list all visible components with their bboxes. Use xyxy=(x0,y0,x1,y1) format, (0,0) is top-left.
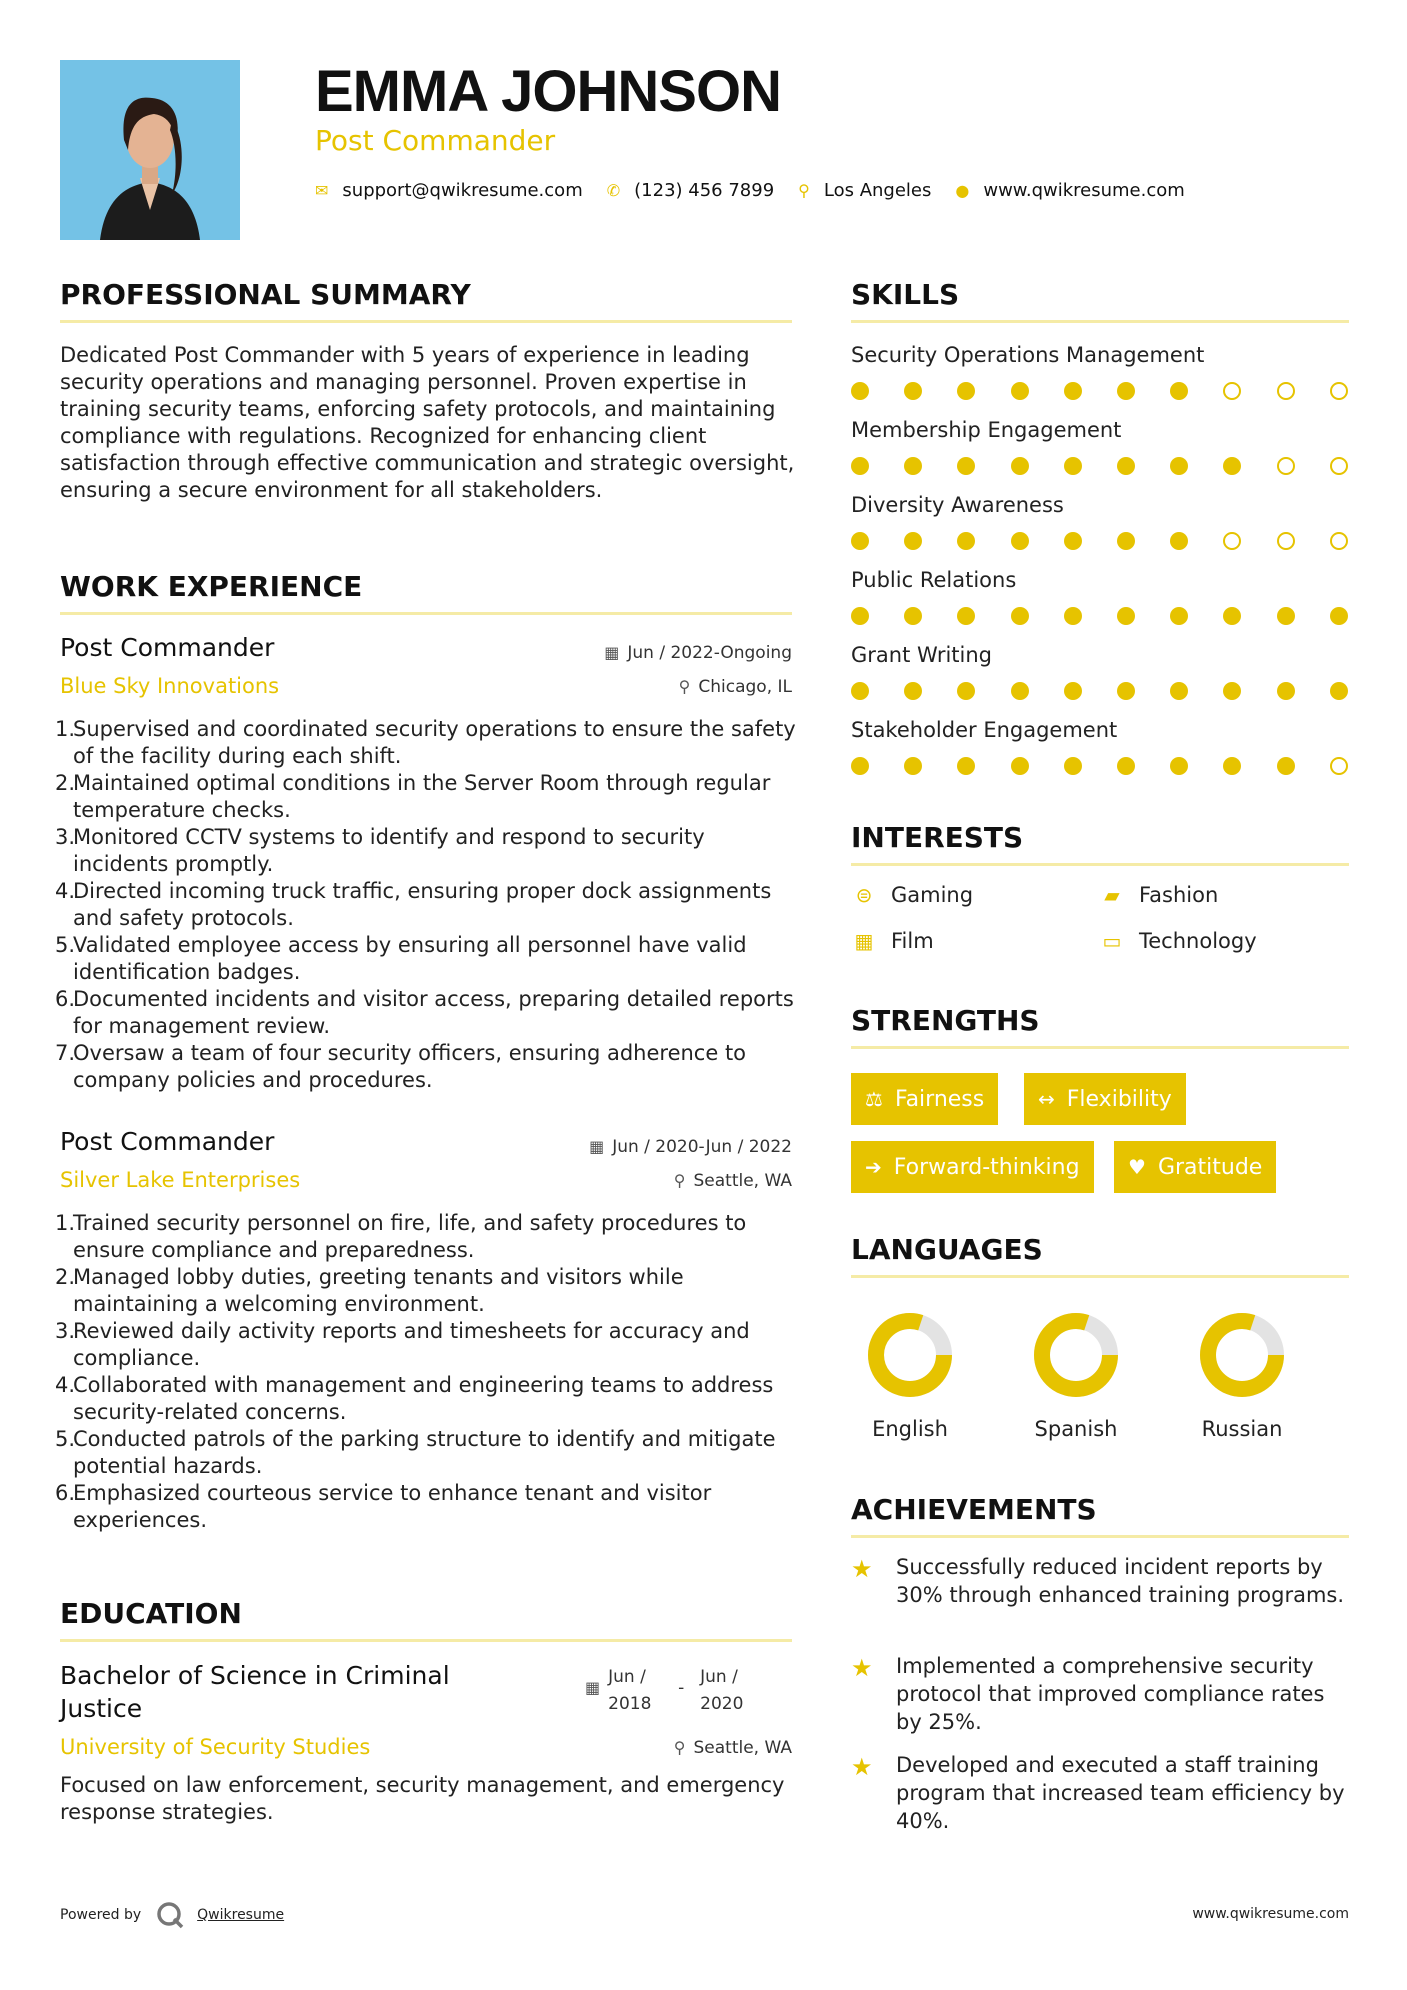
job-date xyxy=(589,1137,792,1157)
skill-dot-filled xyxy=(1064,757,1082,775)
interest-label: Technology xyxy=(1139,929,1257,953)
skill-dot-filled xyxy=(904,757,922,775)
school-name: University of Security Studies xyxy=(60,1735,371,1759)
strength-label: Forward-thinking xyxy=(893,1154,1080,1180)
profile-photo xyxy=(60,60,240,240)
skill-dot-filled xyxy=(957,457,975,475)
bullet-text: Monitored CCTV systems to identify and respond to security incidents promptly. xyxy=(73,825,705,876)
skill-dot-empty xyxy=(1223,532,1241,550)
achievement-text: Developed and executed a staff training program that increased team efficiency by 40%. xyxy=(896,1753,1345,1833)
job-location xyxy=(679,677,792,697)
location-text: Los Angeles xyxy=(823,180,932,201)
skill-dot-filled xyxy=(957,382,975,400)
language-proficiency-ring xyxy=(864,1309,956,1401)
skill-dot-filled xyxy=(1170,382,1188,400)
language-proficiency-ring xyxy=(1196,1309,1288,1401)
skill-name: Security Operations Management xyxy=(851,343,1205,367)
education-date-end: Jun / 2020 xyxy=(700,1667,744,1714)
skill-name: Diversity Awareness xyxy=(851,493,1064,517)
candidate-title: Post Commander xyxy=(315,124,556,157)
language-name: Spanish xyxy=(1034,1417,1118,1441)
languages-heading: LANGUAGES xyxy=(851,1233,1043,1266)
skill-dot-filled xyxy=(851,757,869,775)
list-item: 2. Managed lobby duties, greeting tenants and visitors while maintaining a welcoming environment. xyxy=(55,1265,684,1316)
education-date-separator: - xyxy=(678,1678,685,1698)
skill-dot-filled xyxy=(851,607,869,625)
degree-title: Bachelor of Science in Criminal Justice xyxy=(60,1661,450,1723)
job-location-text: Chicago, IL xyxy=(698,677,792,697)
calendar-icon: ▦ xyxy=(589,1137,605,1156)
education-divider xyxy=(60,1639,792,1642)
skill-dot-filled xyxy=(1117,682,1135,700)
bullet-text: Documented incidents and visitor access, preparing detailed reports for management review. xyxy=(73,987,794,1038)
email-text: support@qwikresume.com xyxy=(342,180,583,201)
globe-icon: ● xyxy=(955,181,970,200)
skill-dot-filled xyxy=(1011,532,1029,550)
contact-email[interactable] xyxy=(315,180,583,201)
heart-icon: ♥ xyxy=(1128,1155,1146,1179)
skill-dot-filled xyxy=(904,457,922,475)
work-divider xyxy=(60,612,792,615)
interest-label: Fashion xyxy=(1139,883,1219,907)
skill-dot-filled xyxy=(1330,607,1348,625)
strength-label: Gratitude xyxy=(1157,1154,1263,1180)
qwikresume-logo-icon xyxy=(155,1900,185,1930)
powered-by-text: Powered by xyxy=(60,1907,142,1923)
bullet-text: Directed incoming truck traffic, ensuring proper dock assignments and safety protocols. xyxy=(73,879,772,930)
skill-dot-filled xyxy=(1011,682,1029,700)
list-item: 4. Directed incoming truck traffic, ensuring proper dock assignments and safety protocols. xyxy=(55,879,772,930)
job-date-text: Jun / 2022-Ongoing xyxy=(627,643,792,663)
list-item: 5. Conducted patrols of the parking structure to identify and mitigate potential hazards. xyxy=(55,1427,776,1478)
skill-dot-filled xyxy=(1170,682,1188,700)
language-name: English xyxy=(872,1417,948,1441)
phone-icon: ✆ xyxy=(606,181,621,200)
list-item: 3. Monitored CCTV systems to identify and respond to security incidents promptly. xyxy=(55,825,705,876)
pin-icon: ⚲ xyxy=(678,677,691,696)
education-description: Focused on law enforcement, security management, and emergency response strategies. xyxy=(60,1773,785,1824)
qwikresume-link[interactable]: Qwikresume xyxy=(197,1907,285,1923)
skill-dot-filled xyxy=(1330,682,1348,700)
job-bullets xyxy=(55,716,800,1094)
summary-text: Dedicated Post Commander with 5 years of experience in leading security operations and managing personnel. Proven expertise in training security teams, enforcing safety protocols, and maintaining compliance with regulations. Recognized for enhancing client satisfaction through effective communication and strategic oversight, ensuring a secure environment for all stakeholders. xyxy=(60,343,795,502)
list-item: 3. Reviewed daily activity reports and timesheets for accuracy and compliance. xyxy=(55,1319,750,1370)
job-title: Post Commander xyxy=(60,1127,275,1156)
skill-dot-filled xyxy=(1223,607,1241,625)
achievement-text: Implemented a comprehensive security protocol that improved compliance rates by 25%. xyxy=(896,1654,1325,1734)
skill-dot-empty xyxy=(1330,532,1348,550)
skill-dot-filled xyxy=(1011,382,1029,400)
skill-dot-empty xyxy=(1330,757,1348,775)
list-item: 7. Oversaw a team of four security officers, ensuring adherence to company policies and procedures. xyxy=(55,1041,747,1092)
skill-dot-empty xyxy=(1223,382,1241,400)
education-date xyxy=(585,1664,770,1718)
skill-dot-filled xyxy=(1277,682,1295,700)
calendar-icon: ▦ xyxy=(604,643,620,662)
skill-dot-filled xyxy=(1117,607,1135,625)
skill-dot-filled xyxy=(1170,457,1188,475)
gamepad-icon: ⊜ xyxy=(855,883,873,907)
bullet-text: Conducted patrols of the parking structure to identify and mitigate potential hazards. xyxy=(73,1427,776,1478)
skill-dot-filled xyxy=(904,382,922,400)
interest-label: Film xyxy=(891,929,934,953)
strength-tag-flexibility xyxy=(1024,1073,1186,1125)
job-date xyxy=(604,643,792,663)
achievement-text: Successfully reduced incident reports by 30% through enhanced training programs. xyxy=(896,1555,1345,1607)
strength-label: Flexibility xyxy=(1066,1086,1172,1112)
skill-dot-filled xyxy=(957,757,975,775)
calendar-icon: ▦ xyxy=(585,1678,601,1697)
skill-dot-filled xyxy=(851,682,869,700)
skill-name: Membership Engagement xyxy=(851,418,1122,442)
website-text: www.qwikresume.com xyxy=(983,180,1185,201)
balance-scale-icon: ⚖ xyxy=(865,1087,883,1111)
bullet-text: Trained security personnel on fire, life, and safety procedures to ensure compliance and preparedness. xyxy=(73,1211,747,1262)
skill-rating xyxy=(851,457,1349,477)
skill-dot-filled xyxy=(1277,607,1295,625)
skill-dot-empty xyxy=(1330,382,1348,400)
laptop-icon: ▭ xyxy=(1102,929,1122,953)
list-item: 5. Validated employee access by ensuring all personnel have valid identification badges. xyxy=(55,933,747,984)
list-item: 1. Supervised and coordinated security operations to ensure the safety of the facility during each shift. xyxy=(55,717,796,768)
interest-item-film xyxy=(851,929,934,953)
skill-dot-filled xyxy=(904,532,922,550)
skill-rating xyxy=(851,532,1349,552)
skill-dot-filled xyxy=(957,682,975,700)
skill-dot-empty xyxy=(1277,457,1295,475)
star-icon: ★ xyxy=(851,1555,873,1583)
star-icon: ★ xyxy=(851,1753,873,1781)
strengths-heading: STRENGTHS xyxy=(851,1004,1040,1037)
skill-dot-filled xyxy=(1064,382,1082,400)
skill-dot-filled xyxy=(851,382,869,400)
skill-dot-filled xyxy=(904,607,922,625)
skill-dot-filled xyxy=(904,682,922,700)
skills-divider xyxy=(851,320,1349,323)
skill-name: Stakeholder Engagement xyxy=(851,718,1118,742)
interest-label: Gaming xyxy=(891,883,974,907)
phone-text: (123) 456 7899 xyxy=(634,180,775,201)
skill-dot-filled xyxy=(957,532,975,550)
list-item: 6. Emphasized courteous service to enhance tenant and visitor experiences. xyxy=(55,1481,712,1532)
strength-tag-fairness xyxy=(851,1073,998,1125)
education-location-text: Seattle, WA xyxy=(693,1738,792,1758)
achievements-divider xyxy=(851,1535,1349,1538)
list-item: 6. Documented incidents and visitor access, preparing detailed reports for management review. xyxy=(55,987,794,1038)
job-location xyxy=(674,1171,792,1191)
skill-dot-filled xyxy=(1117,757,1135,775)
education-location xyxy=(674,1738,792,1758)
interests-divider xyxy=(851,863,1349,866)
contact-phone[interactable] xyxy=(607,180,774,201)
bullet-text: Emphasized courteous service to enhance tenant and visitor experiences. xyxy=(73,1481,712,1532)
education-heading: EDUCATION xyxy=(60,1597,242,1630)
skill-dot-filled xyxy=(1064,607,1082,625)
company-name: Blue Sky Innovations xyxy=(60,674,280,698)
job-location-text: Seattle, WA xyxy=(693,1171,792,1191)
achievements-heading: ACHIEVEMENTS xyxy=(851,1493,1097,1526)
interest-item-technology xyxy=(1099,929,1257,953)
skill-dot-empty xyxy=(1330,457,1348,475)
skill-dot-filled xyxy=(1064,682,1082,700)
skill-name: Public Relations xyxy=(851,568,1017,592)
skills-heading: SKILLS xyxy=(851,278,960,311)
skill-dot-filled xyxy=(851,457,869,475)
skill-dot-filled xyxy=(1117,457,1135,475)
job-bullets xyxy=(55,1210,800,1534)
contact-bar xyxy=(315,180,1209,201)
contact-website[interactable] xyxy=(955,180,1184,201)
skill-dot-filled xyxy=(1011,457,1029,475)
bullet-text: Maintained optimal conditions in the Server Room through regular temperature checks. xyxy=(73,771,771,822)
education-date-start: Jun / 2018 xyxy=(608,1667,652,1714)
languages-divider xyxy=(851,1275,1349,1278)
skill-dot-filled xyxy=(1223,682,1241,700)
arrows-horizontal-icon: ↔ xyxy=(1038,1087,1055,1111)
envelope-icon: ✉ xyxy=(315,181,329,200)
star-icon: ★ xyxy=(851,1654,873,1682)
shopping-bag-icon: ▰ xyxy=(1104,883,1120,907)
company-name: Silver Lake Enterprises xyxy=(60,1168,301,1192)
bullet-text: Collaborated with management and engineering teams to address security-related concerns. xyxy=(73,1373,774,1424)
skill-dot-filled xyxy=(851,532,869,550)
profile-photo-illustration xyxy=(60,60,240,240)
skill-dot-filled xyxy=(1117,532,1135,550)
skill-dot-filled xyxy=(1277,757,1295,775)
strength-tag-gratitude xyxy=(1114,1141,1276,1193)
summary-heading: PROFESSIONAL SUMMARY xyxy=(60,278,471,311)
footer-powered-by xyxy=(60,1900,284,1930)
skill-name: Grant Writing xyxy=(851,643,992,667)
interests-heading: INTERESTS xyxy=(851,821,1024,854)
strength-tag-forward-thinking xyxy=(851,1141,1094,1193)
work-heading: WORK EXPERIENCE xyxy=(60,570,363,603)
skill-dot-filled xyxy=(1170,532,1188,550)
interest-item-gaming xyxy=(851,883,973,907)
bullet-text: Reviewed daily activity reports and timesheets for accuracy and compliance. xyxy=(73,1319,750,1370)
skill-rating xyxy=(851,607,1349,627)
skill-dot-filled xyxy=(1117,382,1135,400)
candidate-name: EMMA JOHNSON xyxy=(315,59,781,124)
summary-divider xyxy=(60,320,792,323)
job-date-text: Jun / 2020-Jun / 2022 xyxy=(612,1137,792,1157)
bullet-text: Oversaw a team of four security officers, ensuring adherence to company policies and procedures. xyxy=(73,1041,747,1092)
bullet-text: Validated employee access by ensuring all personnel have valid identification badges. xyxy=(73,933,747,984)
contact-location xyxy=(798,180,931,201)
skill-dot-filled xyxy=(1011,607,1029,625)
language-name: Russian xyxy=(1201,1417,1283,1441)
skill-dot-filled xyxy=(1064,532,1082,550)
skill-dot-empty xyxy=(1277,532,1295,550)
skill-dot-filled xyxy=(957,607,975,625)
skill-rating xyxy=(851,382,1349,402)
list-item: 4. Collaborated with management and engineering teams to address security-related concerns. xyxy=(55,1373,774,1424)
language-proficiency-ring xyxy=(1030,1309,1122,1401)
list-item: 1. Trained security personnel on fire, life, and safety procedures to ensure compliance and preparedness. xyxy=(55,1211,747,1262)
pin-icon: ⚲ xyxy=(673,1738,686,1757)
arrow-right-icon: ➔ xyxy=(865,1155,882,1179)
strengths-divider xyxy=(851,1046,1349,1049)
bullet-text: Supervised and coordinated security operations to ensure the safety of the facility during each shift. xyxy=(73,717,796,768)
map-marker-icon: ⚲ xyxy=(798,181,810,200)
skill-dot-filled xyxy=(1170,757,1188,775)
footer-website[interactable]: www.qwikresume.com xyxy=(1192,1906,1349,1922)
skill-dot-filled xyxy=(1011,757,1029,775)
skill-dot-filled xyxy=(1223,457,1241,475)
skill-dot-filled xyxy=(1170,607,1188,625)
skill-dot-filled xyxy=(1223,757,1241,775)
list-item: 2. Maintained optimal conditions in the Server Room through regular temperature checks. xyxy=(55,771,771,822)
bullet-text: Managed lobby duties, greeting tenants and visitors while maintaining a welcoming environment. xyxy=(73,1265,684,1316)
strength-label: Fairness xyxy=(894,1086,985,1112)
skill-dot-filled xyxy=(1064,457,1082,475)
skill-rating xyxy=(851,682,1349,702)
film-icon: ▦ xyxy=(854,929,874,953)
interest-item-fashion xyxy=(1099,883,1218,907)
job-title: Post Commander xyxy=(60,633,275,662)
skill-dot-empty xyxy=(1277,382,1295,400)
pin-icon: ⚲ xyxy=(673,1171,686,1190)
skill-rating xyxy=(851,757,1349,777)
